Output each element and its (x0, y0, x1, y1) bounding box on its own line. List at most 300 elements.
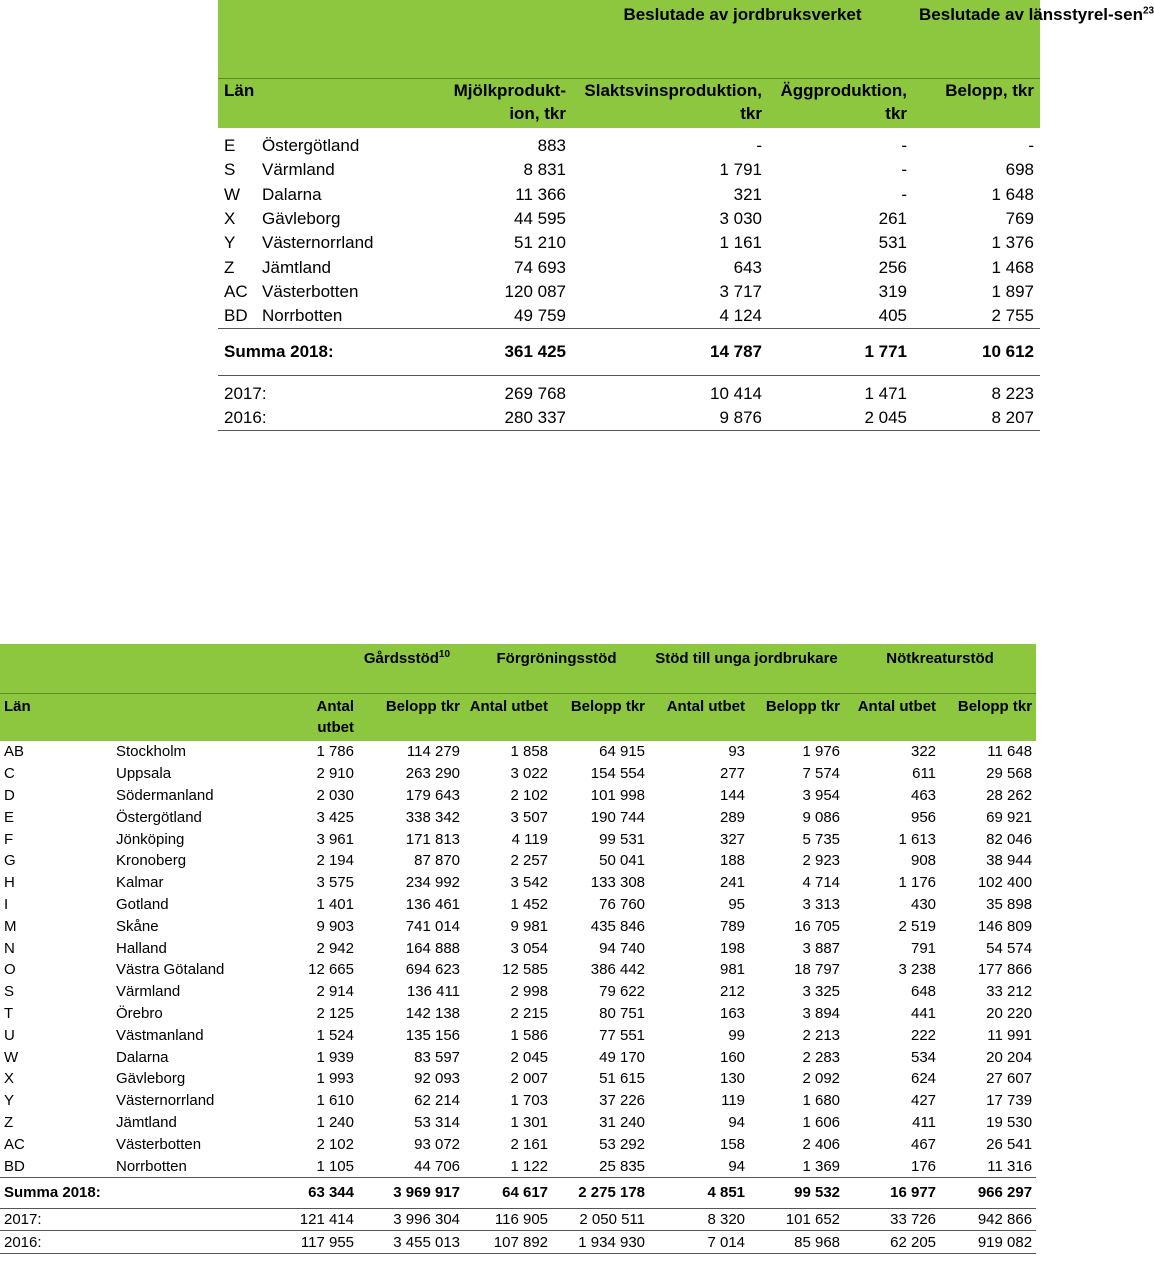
table-row (218, 183, 1040, 207)
value-cell: 981 (719, 961, 746, 979)
county-name: Kronoberg (116, 852, 187, 870)
value-cell: 3 894 (802, 1004, 841, 1022)
table-row (218, 231, 1040, 255)
value-agg: 405 (878, 306, 908, 326)
county-code: G (4, 852, 16, 870)
value-cell: 12 585 (502, 961, 549, 979)
value-cell: 277 (719, 765, 746, 783)
county-code: Z (4, 1113, 14, 1131)
value-cell: 2 283 (802, 1048, 841, 1066)
value-cell: 263 290 (405, 765, 461, 783)
group-header-unga: Stöd till unga jordbrukare (649, 644, 844, 694)
value-cell: 2 914 (316, 983, 354, 1001)
value-cell: 1 606 (802, 1113, 841, 1131)
value-cell: 37 226 (599, 1092, 646, 1110)
county-name: Stockholm (116, 743, 187, 761)
summary-label: Summa 2018: (0, 1177, 284, 1208)
column-header-antal: Antal utbet (844, 694, 940, 742)
value-cell: 11 316 (987, 1157, 1033, 1175)
value-cell: 2 910 (316, 765, 354, 783)
value-slaktsvin: 643 (733, 257, 762, 277)
year-label: 2017: (224, 384, 267, 404)
value-cell: 3 455 013 (358, 1231, 464, 1254)
value-cell: 11 648 (987, 743, 1033, 761)
previous-year-row (218, 406, 1040, 431)
value-cell: 4 714 (802, 874, 841, 892)
value-belopp: 1 897 (991, 281, 1035, 301)
value-mjolk: 883 (537, 136, 566, 156)
value-cell: 1 301 (510, 1113, 549, 1131)
value-cell: 93 (728, 743, 746, 761)
value-cell: 289 (719, 808, 746, 826)
value-cell: 33 726 (844, 1208, 940, 1231)
value-cell: 163 (719, 1004, 746, 1022)
value-cell: 3 954 (802, 786, 841, 804)
column-header-row (0, 694, 1036, 742)
summary-slaktsvin: 14 787 (572, 329, 768, 376)
table-row (0, 763, 1036, 785)
value-cell: 51 615 (599, 1070, 646, 1088)
year-label: 2016: (218, 406, 436, 431)
value-mjolk: 44 595 (514, 209, 566, 229)
county-name: Gävleborg (262, 209, 341, 229)
value-cell: 1 369 (802, 1157, 841, 1175)
value-cell: 164 888 (405, 939, 461, 957)
group-header-forgroning: Förgröningsstöd (464, 644, 649, 694)
value-cell: 386 442 (590, 961, 646, 979)
value-cell: 77 551 (599, 1026, 646, 1044)
value-cell: 327 (719, 830, 746, 848)
table-row (0, 1090, 1036, 1112)
county-name: Västerbotten (262, 281, 359, 301)
value-agg: - (901, 184, 908, 204)
county-name: Kalmar (116, 874, 164, 892)
group-header-gardsstod: Gårdsstöd$^{10}$ (284, 644, 464, 694)
value-cell: 188 (719, 852, 746, 870)
value-cell: 101 652 (749, 1208, 844, 1231)
summary-value: 16 977 (844, 1177, 940, 1208)
county-name: Gotland (116, 895, 169, 913)
table-row (0, 1112, 1036, 1134)
table-row (0, 785, 1036, 807)
table-row (0, 1003, 1036, 1025)
value-cell: 212 (719, 983, 746, 1001)
value-cell: 411 (912, 1113, 937, 1131)
table-row (0, 981, 1036, 1003)
value-cell: 1 524 (316, 1026, 354, 1044)
value-cell: 158 (719, 1135, 746, 1153)
value-mjolk: 8 831 (523, 160, 566, 180)
table-animal-production-support (218, 0, 1154, 431)
value-cell: 435 846 (590, 917, 646, 935)
value-cell: 20 204 (986, 1048, 1033, 1066)
value-cell: 3 996 304 (358, 1208, 464, 1231)
column-header-row (218, 79, 1040, 129)
county-code: W (4, 1048, 19, 1066)
value-slaktsvin: 4 124 (719, 306, 762, 326)
value-agg: 256 (878, 257, 908, 277)
value-cell: 121 414 (284, 1208, 358, 1231)
value-cell: 9 903 (316, 917, 354, 935)
value-cell: 28 262 (986, 786, 1033, 804)
value-cell: 3 961 (316, 830, 354, 848)
column-header-belopp: Belopp, tkr (913, 79, 1040, 129)
column-header-lan: Län (0, 694, 284, 742)
value-cell: 1 613 (898, 830, 937, 848)
value-slaktsvin: 10 414 (710, 384, 762, 404)
county-name: Gävleborg (116, 1070, 186, 1088)
value-cell: 791 (911, 939, 937, 957)
summary-row (0, 1177, 1036, 1208)
table-row (218, 255, 1040, 279)
table-row (0, 1024, 1036, 1046)
value-cell: 7 574 (802, 765, 841, 783)
county-name: Uppsala (116, 765, 172, 783)
county-code: I (4, 895, 9, 913)
value-cell: 648 (911, 983, 937, 1001)
value-cell: 87 870 (414, 852, 461, 870)
table-row (218, 304, 1040, 329)
column-header-agg: Äggproduktion, tkr (768, 79, 913, 129)
value-cell: 2 092 (802, 1070, 841, 1088)
value-cell: 18 797 (794, 961, 841, 979)
value-cell: 1 176 (898, 874, 937, 892)
value-cell: 3 054 (510, 939, 549, 957)
table-row (0, 1068, 1036, 1090)
summary-row (218, 329, 1040, 376)
county-code: Z (224, 257, 235, 277)
column-header-slaktsvin: Slaktsvinsproduktion, tkr (572, 79, 768, 129)
value-cell: 99 (728, 1026, 746, 1044)
table-row (0, 1155, 1036, 1177)
value-cell: 101 998 (590, 786, 646, 804)
county-name: Södermanland (116, 786, 214, 804)
value-cell: 29 568 (986, 765, 1033, 783)
value-cell: 8 320 (649, 1208, 749, 1231)
column-header-mjolk: Mjölkprodukt-ion, tkr (436, 79, 572, 129)
value-cell: 190 744 (590, 808, 646, 826)
county-code: M (4, 917, 17, 935)
value-cell: 2 161 (510, 1135, 549, 1153)
value-cell: 171 813 (405, 830, 461, 848)
value-cell: 160 (719, 1048, 746, 1066)
county-code: S (224, 160, 236, 180)
value-mjolk: 11 366 (515, 184, 566, 204)
previous-year-row (0, 1208, 1036, 1231)
value-cell: 2 998 (510, 983, 549, 1001)
value-mjolk: 51 210 (514, 233, 566, 253)
value-cell: 2 045 (510, 1048, 549, 1066)
value-cell: 234 992 (405, 874, 461, 892)
value-cell: 1 105 (316, 1157, 354, 1175)
value-cell: 116 905 (464, 1208, 552, 1231)
group-header-lansstyrelsen: Beslutade av länsstyrel-sen$^{23}$ (913, 0, 1040, 79)
county-code: W (224, 184, 241, 204)
value-cell: 177 866 (977, 961, 1033, 979)
value-cell: 25 835 (599, 1157, 646, 1175)
table-row (0, 828, 1036, 850)
value-cell: 467 (911, 1135, 937, 1153)
value-cell: 142 138 (405, 1004, 461, 1022)
county-name: Västernorrland (262, 233, 374, 253)
value-cell: 789 (719, 917, 746, 935)
county-name: Jämtland (262, 257, 331, 277)
value-cell: 1 610 (316, 1092, 354, 1110)
value-cell: 16 705 (794, 917, 841, 935)
value-mjolk: 269 768 (504, 384, 566, 404)
value-cell: 611 (912, 765, 937, 783)
county-code: C (4, 765, 15, 783)
summary-mjolk: 361 425 (436, 329, 572, 376)
county-name: Jämtland (116, 1113, 177, 1131)
county-code: AC (224, 281, 248, 301)
value-cell: 9 086 (802, 808, 841, 826)
value-cell: 1 993 (316, 1070, 354, 1088)
value-cell: 79 622 (599, 983, 646, 1001)
value-cell: 2 030 (316, 786, 354, 804)
table-row (218, 207, 1040, 231)
county-code: N (4, 939, 15, 957)
value-cell: 33 212 (986, 983, 1033, 1001)
value-cell: 534 (911, 1048, 937, 1066)
value-cell: 53 292 (599, 1135, 646, 1153)
previous-year-row (0, 1231, 1036, 1254)
column-header-antal: Antal utbet (464, 694, 552, 742)
summary-belopp: 10 612 (913, 329, 1040, 376)
value-agg: 2 045 (768, 406, 913, 431)
county-name: Östergötland (116, 808, 202, 826)
summary-value: 63 344 (284, 1177, 358, 1208)
value-cell: 1 939 (316, 1048, 354, 1066)
value-slaktsvin: 321 (733, 184, 762, 204)
county-name: Västmanland (116, 1026, 204, 1044)
value-cell: 2 406 (802, 1135, 841, 1153)
value-cell: 1 934 930 (552, 1231, 649, 1254)
value-cell: 3 575 (316, 874, 354, 892)
value-cell: 50 041 (599, 852, 646, 870)
county-code: AC (4, 1135, 25, 1153)
county-code: BD (224, 306, 248, 326)
value-cell: 2 050 511 (552, 1208, 649, 1231)
value-cell: 694 623 (405, 961, 461, 979)
column-header-belopp: Belopp tkr (552, 694, 649, 742)
value-cell: 31 240 (599, 1113, 646, 1131)
county-name: Västernorrland (116, 1092, 215, 1110)
value-cell: 463 (911, 786, 937, 804)
county-code: BD (4, 1157, 25, 1175)
value-cell: 3 887 (802, 939, 841, 957)
county-name: Dalarna (262, 184, 322, 204)
summary-value: 2 275 178 (552, 1177, 649, 1208)
value-cell: 135 156 (405, 1026, 461, 1044)
table-row (0, 850, 1036, 872)
value-cell: 176 (911, 1157, 937, 1175)
value-cell: 4 119 (511, 830, 549, 848)
value-cell: 62 205 (844, 1231, 940, 1254)
value-belopp: 1 648 (991, 184, 1035, 204)
county-code: X (4, 1070, 15, 1088)
value-cell: 2 007 (510, 1070, 549, 1088)
value-belopp: 1 468 (991, 257, 1035, 277)
summary-value: 64 617 (464, 1177, 552, 1208)
value-belopp: 8 207 (913, 406, 1040, 431)
table-direct-support-by-county (0, 644, 1036, 1254)
table-row (0, 1133, 1036, 1155)
value-cell: 2 194 (316, 852, 354, 870)
value-cell: 53 314 (414, 1113, 461, 1131)
table-row (218, 280, 1040, 304)
value-cell: 146 809 (977, 917, 1033, 935)
value-slaktsvin: 1 161 (719, 233, 762, 253)
value-cell: 133 308 (590, 874, 646, 892)
county-name: Örebro (116, 1004, 163, 1022)
value-cell: 64 915 (599, 743, 646, 761)
county-name: Norrbotten (116, 1157, 187, 1175)
county-name: Värmland (116, 983, 181, 1001)
table-row (0, 872, 1036, 894)
value-cell: 908 (911, 852, 937, 870)
value-belopp: 2 755 (991, 306, 1035, 326)
county-name: Dalarna (116, 1048, 169, 1066)
group-header-row (0, 644, 1036, 694)
county-code: O (4, 961, 16, 979)
value-cell: 3 313 (802, 895, 841, 913)
value-cell: 942 866 (940, 1208, 1036, 1231)
value-cell: 26 541 (986, 1135, 1033, 1153)
value-cell: 1 240 (316, 1113, 354, 1131)
group-header-notkreatur: Nötkreaturstöd (844, 644, 1036, 694)
year-label: 2017: (0, 1208, 284, 1231)
column-header-antal: Antal utbet (284, 694, 358, 742)
value-slaktsvin: - (756, 136, 762, 156)
value-cell: 2 102 (316, 1135, 354, 1153)
value-slaktsvin: 3 717 (719, 281, 762, 301)
value-cell: 95 (728, 895, 746, 913)
county-code: D (4, 786, 15, 804)
value-cell: 2 923 (802, 852, 841, 870)
summary-value: 4 851 (649, 1177, 749, 1208)
value-cell: 107 892 (464, 1231, 552, 1254)
value-cell: 441 (911, 1004, 937, 1022)
value-cell: 9 981 (510, 917, 549, 935)
value-slaktsvin: 1 791 (719, 160, 762, 180)
table-row (0, 741, 1036, 763)
value-cell: 11 991 (987, 1026, 1033, 1044)
value-cell: 20 220 (986, 1004, 1033, 1022)
value-cell: 102 400 (977, 874, 1033, 892)
summary-label: Summa 2018: (218, 329, 436, 376)
county-name: Halland (116, 939, 167, 957)
value-agg: 531 (878, 233, 908, 253)
summary-value: 99 532 (749, 1177, 844, 1208)
value-belopp: 698 (1005, 160, 1035, 180)
value-slaktsvin: 3 030 (719, 209, 762, 229)
value-cell: 54 574 (986, 939, 1033, 957)
value-cell: 2 942 (316, 939, 354, 957)
value-cell: 3 238 (898, 961, 937, 979)
county-name: Värmland (262, 160, 335, 180)
value-slaktsvin: 9 876 (572, 406, 768, 431)
value-cell: 130 (719, 1070, 746, 1088)
value-cell: 12 665 (308, 961, 354, 979)
value-cell: 1 401 (316, 895, 354, 913)
value-cell: 2 519 (898, 917, 937, 935)
table-row (218, 158, 1040, 182)
group-header-row (218, 0, 1040, 79)
value-cell: 338 342 (405, 808, 461, 826)
county-code: E (224, 136, 236, 156)
county-name: Norrbotten (262, 306, 343, 326)
summary-value: 3 969 917 (358, 1177, 464, 1208)
value-cell: 83 597 (414, 1048, 461, 1066)
table-row (0, 894, 1036, 916)
value-cell: 1 586 (510, 1026, 549, 1044)
county-name: Västra Götaland (116, 961, 225, 979)
county-name: Västerbotten (116, 1135, 202, 1153)
value-cell: 144 (719, 786, 746, 804)
value-cell: 2 102 (510, 786, 549, 804)
value-cell: 19 530 (986, 1113, 1033, 1131)
value-agg: 319 (878, 281, 908, 301)
value-cell: 62 214 (414, 1092, 461, 1110)
value-cell: 99 531 (599, 830, 646, 848)
value-cell: 3 325 (802, 983, 841, 1001)
column-header-antal: Antal utbet (649, 694, 749, 742)
summary-agg: 1 771 (768, 329, 913, 376)
value-cell: 1 122 (510, 1157, 549, 1175)
value-agg: 261 (878, 209, 908, 229)
value-cell: 35 898 (986, 895, 1033, 913)
value-cell: 1 786 (316, 743, 354, 761)
column-header-belopp: Belopp tkr (358, 694, 464, 742)
value-cell: 430 (911, 895, 937, 913)
value-cell: 322 (911, 743, 937, 761)
value-cell: 222 (911, 1026, 937, 1044)
value-cell: 80 751 (599, 1004, 646, 1022)
value-cell: 76 760 (599, 895, 646, 913)
value-cell: 82 046 (986, 830, 1033, 848)
value-cell: 44 706 (414, 1157, 461, 1175)
county-code: Y (224, 233, 236, 253)
table-row (0, 959, 1036, 981)
county-name: Östergötland (262, 136, 360, 156)
year-label: 2016: (0, 1231, 284, 1254)
value-cell: 198 (719, 939, 746, 957)
value-cell: 179 643 (405, 786, 461, 804)
value-cell: 427 (911, 1092, 937, 1110)
value-cell: 1 703 (510, 1092, 549, 1110)
table-row (0, 915, 1036, 937)
value-cell: 3 507 (510, 808, 549, 826)
value-cell: 93 072 (414, 1135, 461, 1153)
summary-value: 966 297 (940, 1177, 1036, 1208)
value-cell: 154 554 (590, 765, 646, 783)
value-cell: 5 735 (802, 830, 841, 848)
value-cell: 1 680 (802, 1092, 841, 1110)
county-code: E (4, 808, 15, 826)
value-cell: 85 968 (749, 1231, 844, 1254)
value-cell: 114 279 (406, 743, 461, 761)
county-code: Y (4, 1092, 15, 1110)
value-cell: 38 944 (986, 852, 1033, 870)
value-cell: 2 215 (510, 1004, 549, 1022)
table-row (0, 806, 1036, 828)
value-cell: 94 (728, 1157, 746, 1175)
value-cell: 94 740 (599, 939, 646, 957)
value-cell: 49 170 (599, 1048, 646, 1066)
value-cell: 92 093 (414, 1070, 461, 1088)
value-cell: 3 022 (510, 765, 549, 783)
